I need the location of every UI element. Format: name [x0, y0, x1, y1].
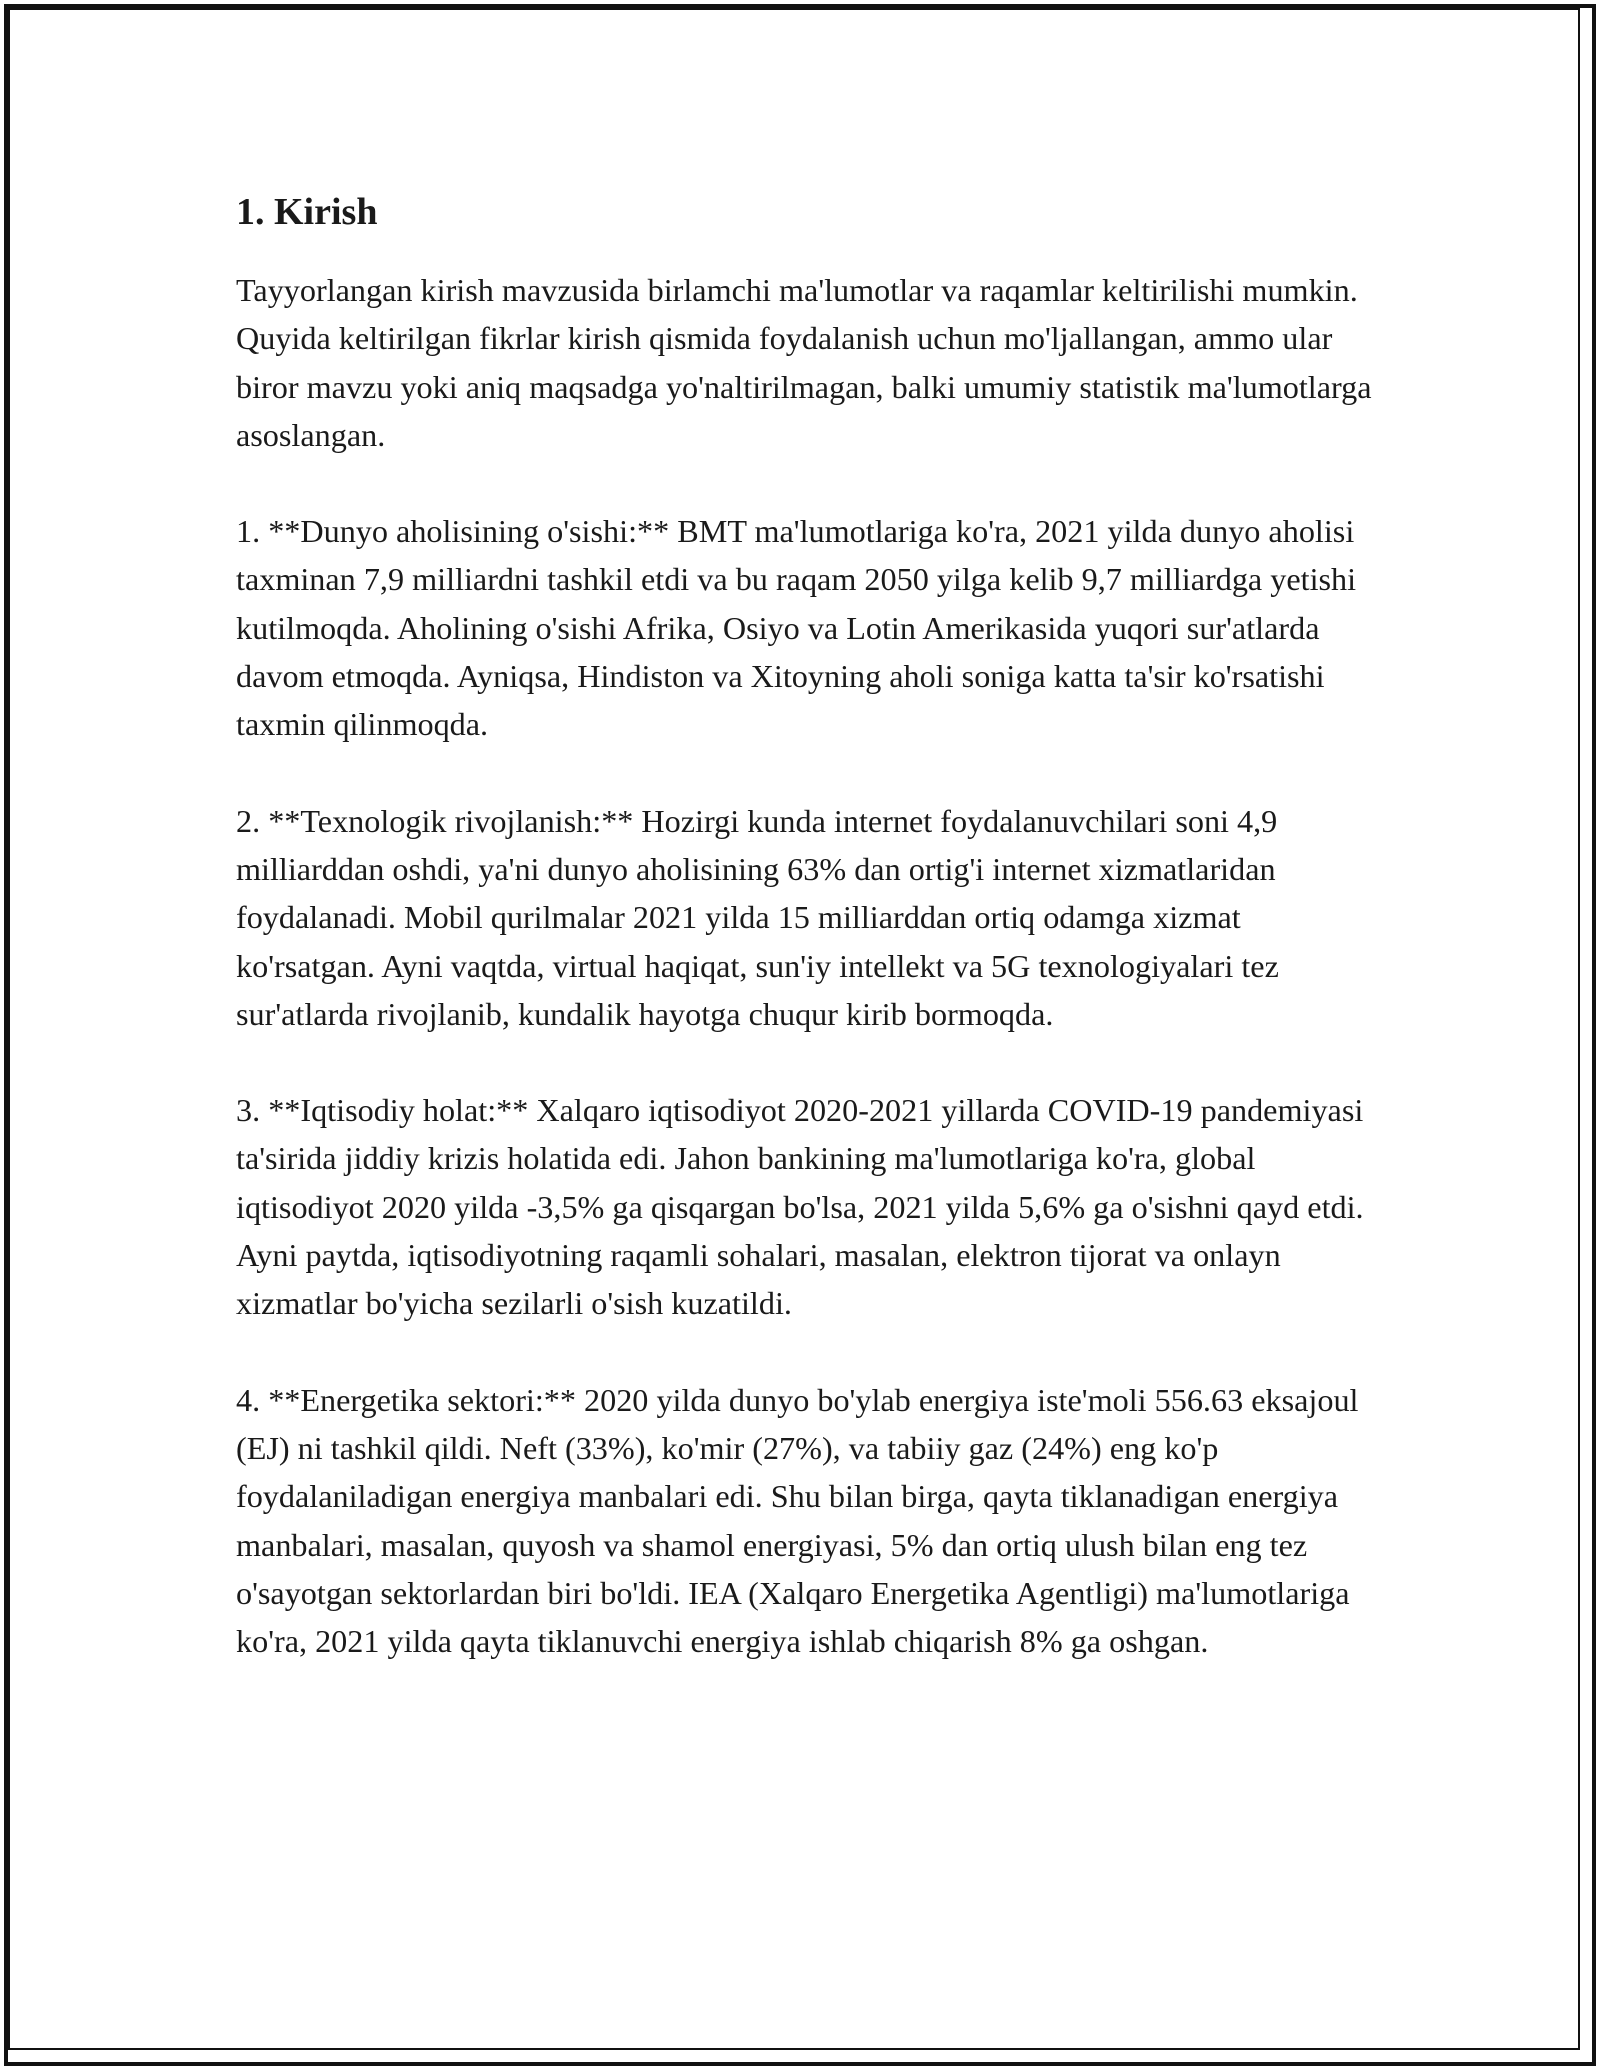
- section-title: 1. Kirish: [236, 191, 378, 233]
- paragraph-energy: 4. **Energetika sektori:** 2020 yilda dunyo bo'ylab energiya iste'moli 556.63 eksajoul (EJ) ni tashkil qildi. Neft (33%), ko'mir (27%), va tabiiy gaz (24%) eng ko'p foydalaniladigan energiya manbalari edi. Shu bilan birga, qayta tiklanadigan energiya manbalari, masalan, quyosh va shamol energiyasi, 5% dan ortiq ulush bilan eng tez o'sayotgan sektorlardan biri bo'ldi. IEA (Xalqaro Energetika Agentligi) ma'lumotlariga ko'ra, 2021 yilda qayta tiklanuvchi energiya ishlab chiqarish 8% ga oshgan.: [236, 1381, 1359, 1660]
- paragraph-population: 1. **Dunyo aholisining o'sishi:** BMT ma'lumotlariga ko'ra, 2021 yilda dunyo aholisi taxminan 7,9 milliardni tashkil etdi va bu raqam 2050 yilga kelib 9,7 milliardga yetishi kutilmoqda. Aholining o'sishi Afrika, Osiyo va Lotin Amerikasida yuqori sur'atlarda davom etmoqda. Ayniqsa, Hindiston va Xitoyning aholi soniga katta ta'sir ko'rsatishi taxmin qilinmoqda.: [236, 513, 1357, 743]
- paragraph-technology: 2. **Texnologik rivojlanish:** Hozirgi kunda internet foydalanuvchilari soni 4,9 milliarddan oshdi, ya'ni dunyo aholisining 63% dan ortig'i internet xizmatlaridan foydalanadi. Mobil qurilmalar 2021 yilda 15 milliarddan ortiq odamga xizmat ko'rsatgan. Ayni vaqtda, virtual haqiqat, sun'iy intellekt va 5G texnologiyalari tez sur'atlarda rivojlanib, kundalik hayotga chuqur kirib bormoqda.: [236, 802, 1279, 1032]
- intro-paragraph: Tayyorlangan kirish mavzusida birlamchi ma'lumotlar va raqamlar keltirilishi mumkin. Quyida keltirilgan fikrlar kirish qismida foydalanish uchun mo'ljallangan, ammo ular biror mavzu yoki aniq maqsadga yo'naltirilmagan, balki umumiy statistik ma'lumotlarga asoslangan.: [236, 272, 1372, 453]
- document-body: [236, 186, 1376, 1713]
- paragraph-economy: 3. **Iqtisodiy holat:** Xalqaro iqtisodiyot 2020-2021 yillarda COVID-19 pandemiyasi ta'sirida jiddiy krizis holatida edi. Jahon bankining ma'lumotlariga ko'ra, global iqtisodiyot 2020 yilda -3,5% ga qisqargan bo'lsa, 2021 yilda 5,6% ga o'sishni qayd etdi. Ayni paytda, iqtisodiyotning raqamli sohalari, masalan, elektron tijorat va onlayn xizmatlar bo'yicha sezilarli o'sish kuzatildi.: [236, 1092, 1364, 1322]
